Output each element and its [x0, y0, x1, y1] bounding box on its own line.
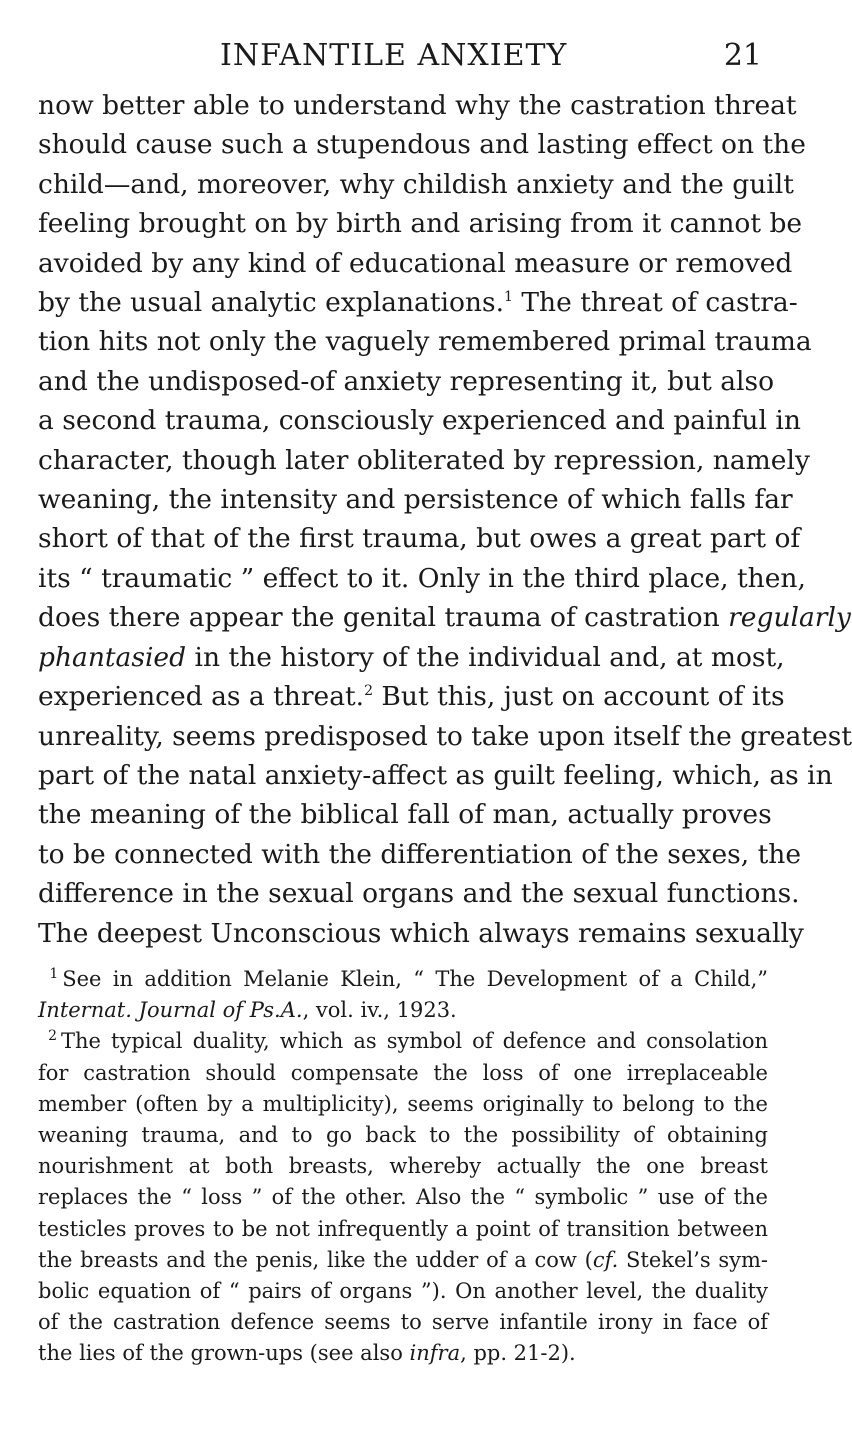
footnote-2-line: replaces the “ loss ” of the other. Also the “ symbolic ” use of the [38, 1185, 768, 1210]
italic-phantasied: phantasied [38, 641, 187, 673]
body-text [38, 86, 852, 953]
footnote-2-part: the lies of the grown-ups (see also [38, 1341, 410, 1366]
italic-regularly: regularly [728, 602, 851, 634]
italic-infra: infra [409, 1341, 461, 1366]
footnote-2-line [38, 1026, 768, 1057]
footnote-1-mark: 1 [49, 966, 59, 982]
body-line: tion hits not only the vaguely remembered primal trauma [38, 326, 812, 358]
body-line: now better able to understand why the castration threat [38, 90, 797, 121]
body-line-part: But this, just on account of its [381, 681, 785, 713]
footnote-2-line: nourishment at both breasts, whereby actually the one breast [38, 1154, 768, 1179]
body-line: unreality, seems predisposed to take upon itself the greatest [38, 720, 852, 752]
footnote-1-line [38, 995, 768, 1026]
footnote-1-line [38, 964, 768, 995]
italic-cf: cf. [592, 1247, 619, 1272]
body-line: difference in the sexual organs and the sexual functions. [38, 878, 800, 910]
footnote-1-journal: Internat. Journal of Ps.A. [38, 998, 303, 1023]
footnote-2-text: The typical duality, which as symbol of defence and consolation [61, 1029, 769, 1054]
body-line: to be connected with the differentiation of the sexes, the [38, 838, 802, 870]
footnote-2-line [38, 1338, 768, 1369]
body-line [38, 638, 785, 677]
footnote-2-line: testicles proves to be not infrequently a point of transition between [38, 1216, 768, 1241]
footnote-2-part: , pp. 21-2). [460, 1341, 576, 1366]
body-line-part: does there appear the genital trauma of castration [38, 602, 720, 634]
body-line: should cause such a stupendous and lasting effect on the [38, 129, 806, 161]
body-line-part: in the history of the individual and, at most, [194, 641, 785, 673]
body-line: short of that of the first trauma, but owes a great part of [38, 523, 801, 555]
footnote-2-line: member (often by a multiplicity), seems originally to belong to the [38, 1091, 768, 1116]
footnote-2-line: weaning trauma, and to go back to the possibility of obtaining [38, 1123, 768, 1148]
footnotes [38, 964, 768, 1370]
footnote-2-line [38, 1245, 768, 1276]
body-line: child—and, moreover, why childish anxiety and the guilt [38, 168, 794, 200]
body-line [38, 598, 851, 637]
footnote-2-line: bolic equation of “ pairs of organs ”). On another level, the duality [38, 1279, 768, 1304]
body-line [38, 677, 785, 716]
body-line: its “ traumatic ” effect to it. Only in the third place, then, [38, 562, 806, 594]
footnote-2-line: of the castration defence seems to serve infantile irony in face of [38, 1310, 768, 1335]
page-header [0, 36, 800, 76]
footnote-1-rest: , vol. iv., 1923. [302, 998, 457, 1023]
body-line-part: experienced as a threat. [38, 681, 365, 713]
body-line: feeling brought on by birth and arising from it cannot be [38, 208, 803, 240]
body-line: avoided by any kind of educational measure or removed [38, 247, 793, 279]
body-line: weaning, the intensity and persistence of which falls far [38, 484, 793, 516]
footnote-2-part: the breasts and the penis, like the udder of a cow ( [38, 1247, 593, 1272]
body-line: character, though later obliterated by repression, namely [38, 444, 810, 476]
footnote-2-mark: 2 [48, 1028, 58, 1045]
footnote-1-text: See in addition Melanie Klein, “ The Development of a Child,” [62, 967, 768, 991]
running-head: INFANTILE ANXIETY [220, 38, 568, 73]
footnote-2-line: for castration should compensate the loss of one irreplaceable [38, 1060, 768, 1085]
body-line-part: by the usual analytic explanations. [38, 287, 505, 319]
body-line: a second trauma, consciously experienced and painful in [38, 405, 801, 437]
body-line: and the undisposed-of anxiety representing it, but also [38, 365, 775, 397]
body-line-part: The threat of castra- [521, 287, 798, 319]
body-line: part of the natal anxiety-affect as guilt feeling, which, as in [38, 759, 833, 791]
footnote-ref-2: 2 [364, 683, 373, 700]
page-number: 21 [723, 38, 762, 73]
body-line [38, 283, 798, 322]
footnote-ref-1: 1 [504, 289, 513, 306]
body-line: the meaning of the biblical fall of man, actually proves [38, 799, 772, 831]
body-line: The deepest Unconscious which always remains sexually [38, 917, 804, 949]
footnote-2-part: Stekel’s sym- [618, 1247, 769, 1272]
